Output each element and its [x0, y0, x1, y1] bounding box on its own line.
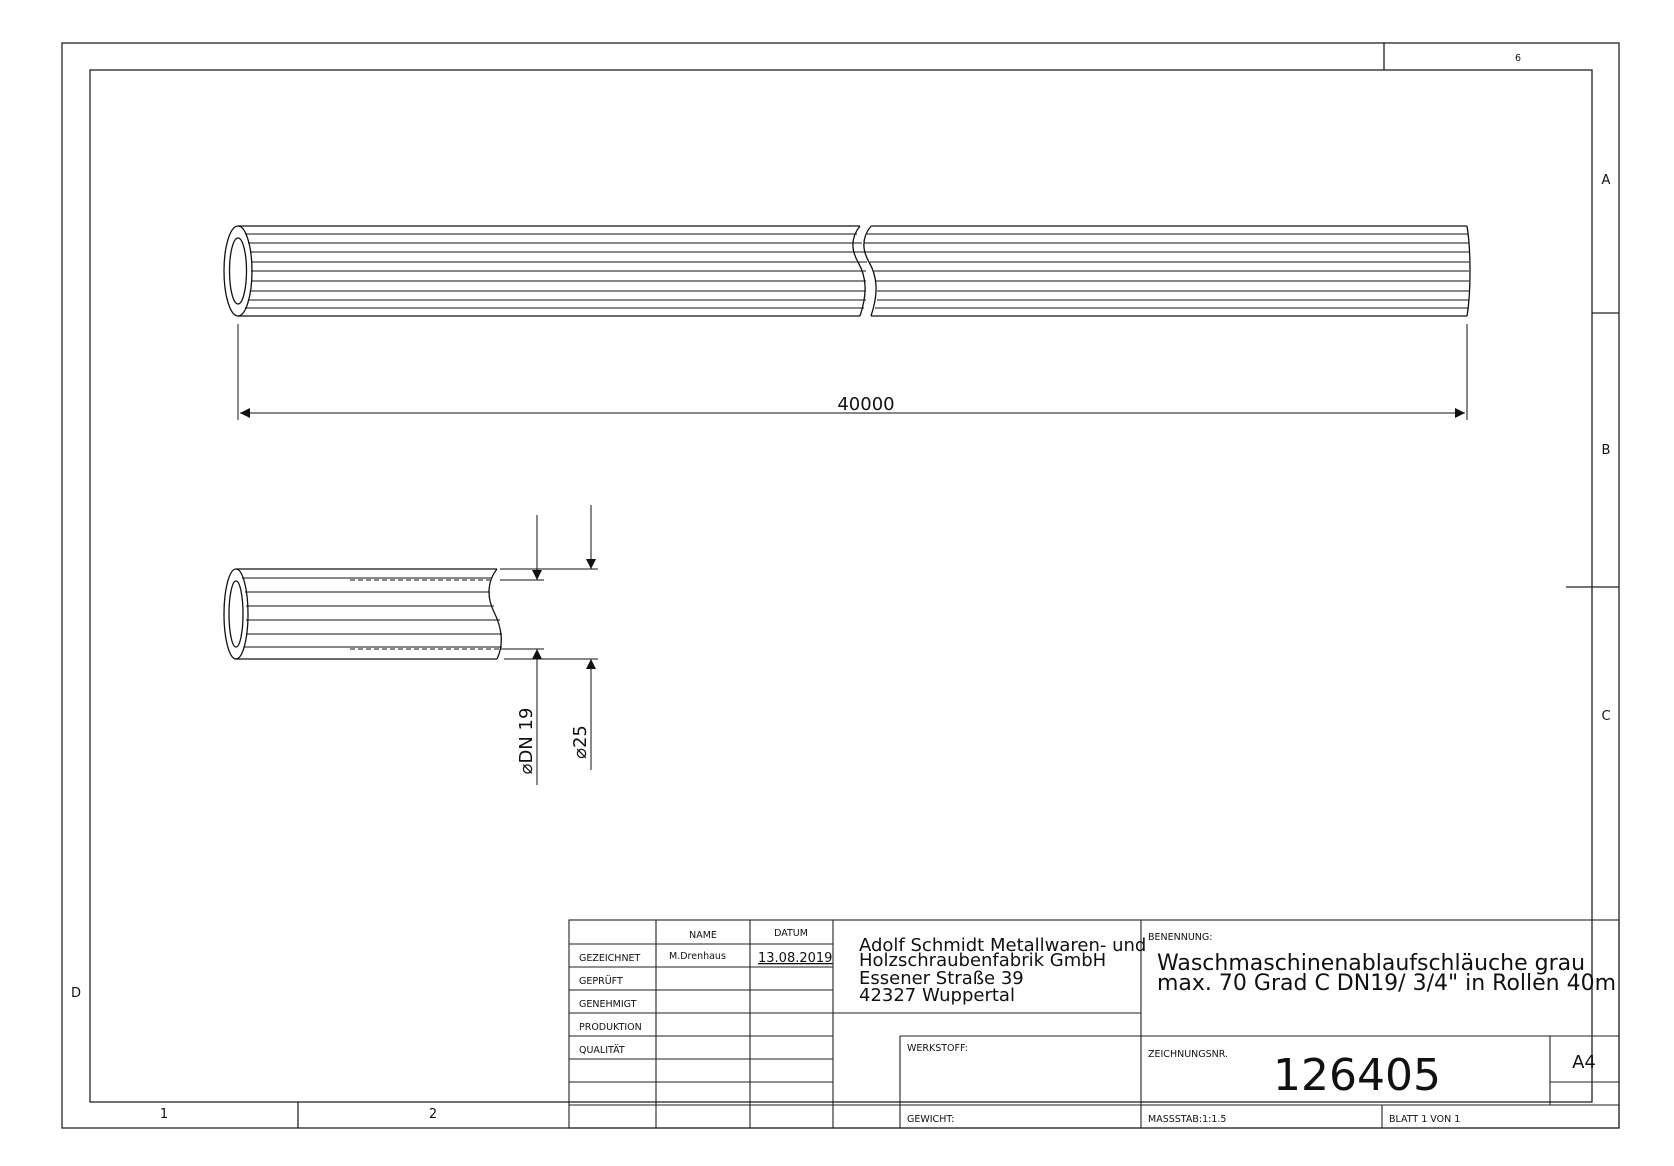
hose-end-outer	[224, 226, 252, 316]
drawing-title-line-2: max. 70 Grad C DN19/ 3/4" in Rollen 40m	[1157, 971, 1617, 996]
blatt-label: BLATT 1 VON 1	[1389, 1114, 1461, 1125]
col-header-name: NAME	[689, 930, 717, 941]
zeichnungsnr-label: ZEICHNUNGSNR.	[1148, 1049, 1229, 1060]
massstab-label: MASSSTAB:1:1.5	[1148, 1114, 1227, 1125]
hose-section-view	[224, 569, 502, 659]
company-line-2: Holzschraubenfabrik GmbH	[859, 950, 1107, 971]
zone-label-top-6: 6	[1514, 53, 1522, 64]
inner-diameter-value: ⌀DN 19	[516, 707, 537, 775]
length-dimension-value: 40000	[837, 394, 895, 415]
company-line-1: Adolf Schmidt Metallwaren- und	[859, 935, 1147, 956]
row-name-gezeichnet: M.Drenhaus	[669, 951, 726, 962]
gewicht-label: GEWICHT:	[907, 1114, 955, 1125]
row-label-geprueft: GEPRÜFT	[579, 976, 623, 987]
row-date-gezeichnet: 13.08.2019	[758, 951, 833, 966]
zone-label-bottom-2: 2	[428, 1107, 438, 1122]
row-label-produktion: PRODUKTION	[579, 1022, 642, 1033]
zone-label-c: C	[1601, 709, 1611, 724]
hose-end-inner	[230, 238, 247, 304]
zone-label-a: A	[1601, 173, 1611, 188]
drawing-title-line-1: Waschmaschinenablaufschläuche grau	[1157, 951, 1586, 976]
zone-label-b: B	[1601, 443, 1611, 458]
drawing-number: 126405	[1273, 1050, 1441, 1101]
row-label-qualitaet: QUALITÄT	[579, 1045, 625, 1056]
company-line-4: 42327 Wuppertal	[859, 985, 1015, 1006]
benennung-label: BENENNUNG:	[1148, 932, 1213, 943]
outer-diameter-value: ⌀25	[570, 725, 591, 759]
werkstoff-label: WERKSTOFF:	[907, 1043, 968, 1054]
company-line-3: Essener Straße 39	[859, 968, 1024, 989]
row-label-genehmigt: GENEHMIGT	[579, 999, 637, 1010]
hose-long-view	[224, 226, 1470, 316]
col-header-datum: DATUM	[774, 928, 808, 939]
zone-label-d: D	[70, 986, 82, 1001]
zone-label-bottom-1: 1	[159, 1107, 169, 1122]
sheet-format: A4	[1572, 1052, 1596, 1073]
row-label-gezeichnet: GEZEICHNET	[579, 953, 641, 964]
